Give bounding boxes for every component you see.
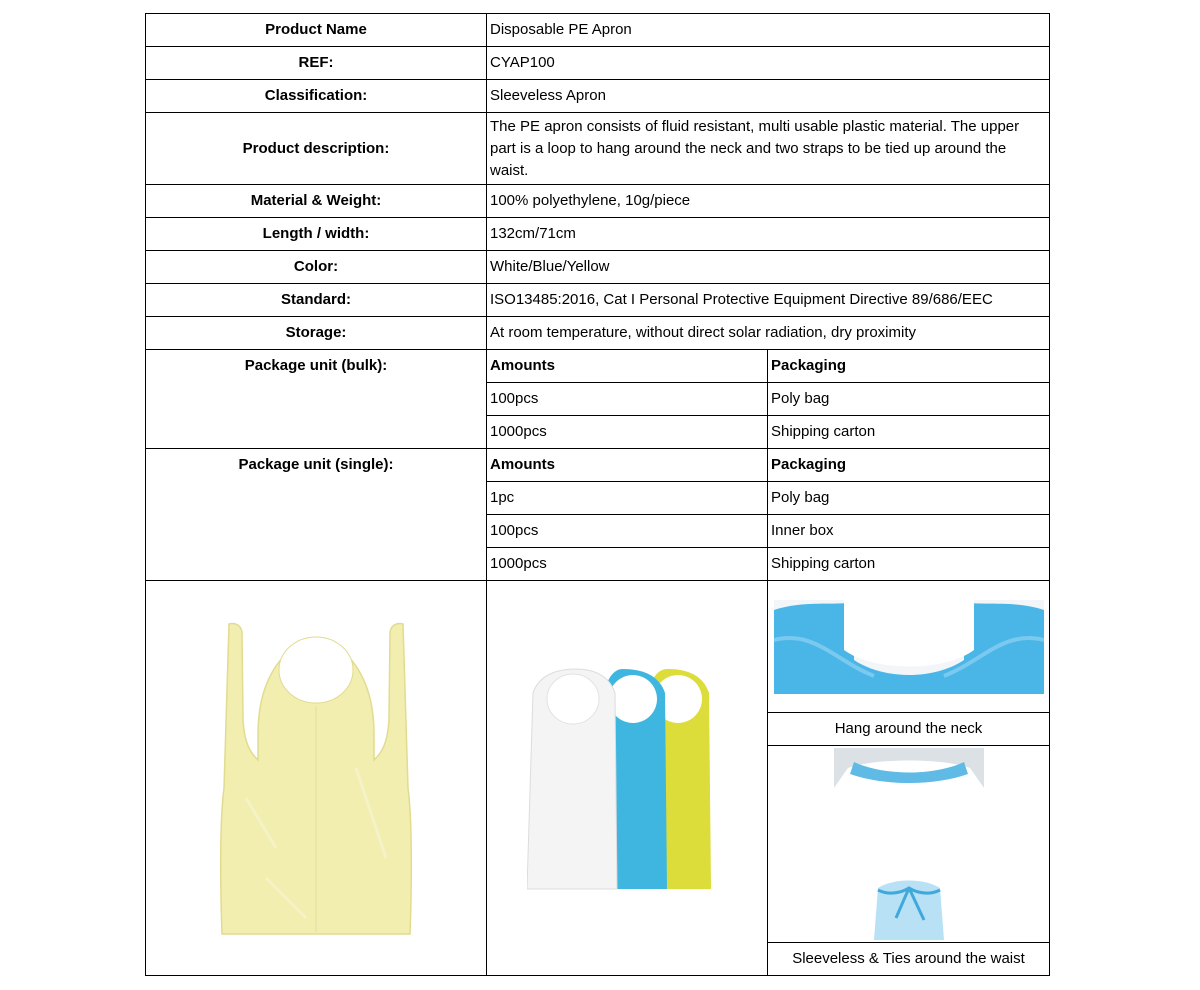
single-amounts-header: Amounts: [487, 449, 768, 482]
single-packaging-cell: Shipping carton: [768, 548, 1050, 581]
ref-label: REF:: [146, 47, 487, 80]
bulk-packaging-cell: Shipping carton: [768, 416, 1050, 449]
color-label: Color:: [146, 251, 487, 284]
storage-value: At room temperature, without direct solar radiation, dry proximity: [487, 317, 1050, 350]
three-aprons-image-cell: [487, 581, 768, 976]
description-value: The PE apron consists of fluid resistant, multi usable plastic material. The upper part is a loop to hang around the neck and two straps to be tied up around the waist.: [487, 113, 1050, 185]
single-amount-cell: 1pc: [487, 482, 768, 515]
standard-label: Standard:: [146, 284, 487, 317]
bulk-packaging-cell: Poly bag: [768, 383, 1050, 416]
storage-label: Storage:: [146, 317, 487, 350]
single-amount-cell: 100pcs: [487, 515, 768, 548]
material-label: Material & Weight:: [146, 185, 487, 218]
neck-caption: Hang around the neck: [768, 713, 1050, 746]
size-label: Length / width:: [146, 218, 487, 251]
yellow-apron-image-cell: [146, 581, 487, 976]
single-amount-cell: 1000pcs: [487, 548, 768, 581]
ref-value: CYAP100: [487, 47, 1050, 80]
single-packaging-header: Packaging: [768, 449, 1050, 482]
waist-image-cell: [768, 746, 1050, 943]
bulk-amount-cell: 1000pcs: [487, 416, 768, 449]
classification-value: Sleeveless Apron: [487, 80, 1050, 113]
package-bulk-label: Package unit (bulk):: [146, 350, 487, 449]
classification-label: Classification:: [146, 80, 487, 113]
material-value: 100% polyethylene, 10g/piece: [487, 185, 1050, 218]
standard-value: ISO13485:2016, Cat I Personal Protective Equipment Directive 89/686/EEC: [487, 284, 1050, 317]
bulk-amount-cell: 100pcs: [487, 383, 768, 416]
product-name-value: Disposable PE Apron: [487, 14, 1050, 47]
waist-caption: Sleeveless & Ties around the waist: [768, 943, 1050, 976]
neck-image: [774, 600, 1044, 694]
waist-image: [834, 748, 984, 940]
yellow-apron-image: [216, 618, 416, 938]
neck-image-cell: [768, 581, 1050, 713]
three-aprons-image: [527, 663, 727, 893]
product-spec-table: [145, 13, 1050, 976]
color-value: White/Blue/Yellow: [487, 251, 1050, 284]
product-name-label: Product Name: [146, 14, 487, 47]
bulk-amounts-header: Amounts: [487, 350, 768, 383]
package-single-label: Package unit (single):: [146, 449, 487, 581]
single-packaging-cell: Poly bag: [768, 482, 1050, 515]
single-packaging-cell: Inner box: [768, 515, 1050, 548]
description-label: Product description:: [146, 113, 487, 185]
size-value: 132cm/71cm: [487, 218, 1050, 251]
bulk-packaging-header: Packaging: [768, 350, 1050, 383]
